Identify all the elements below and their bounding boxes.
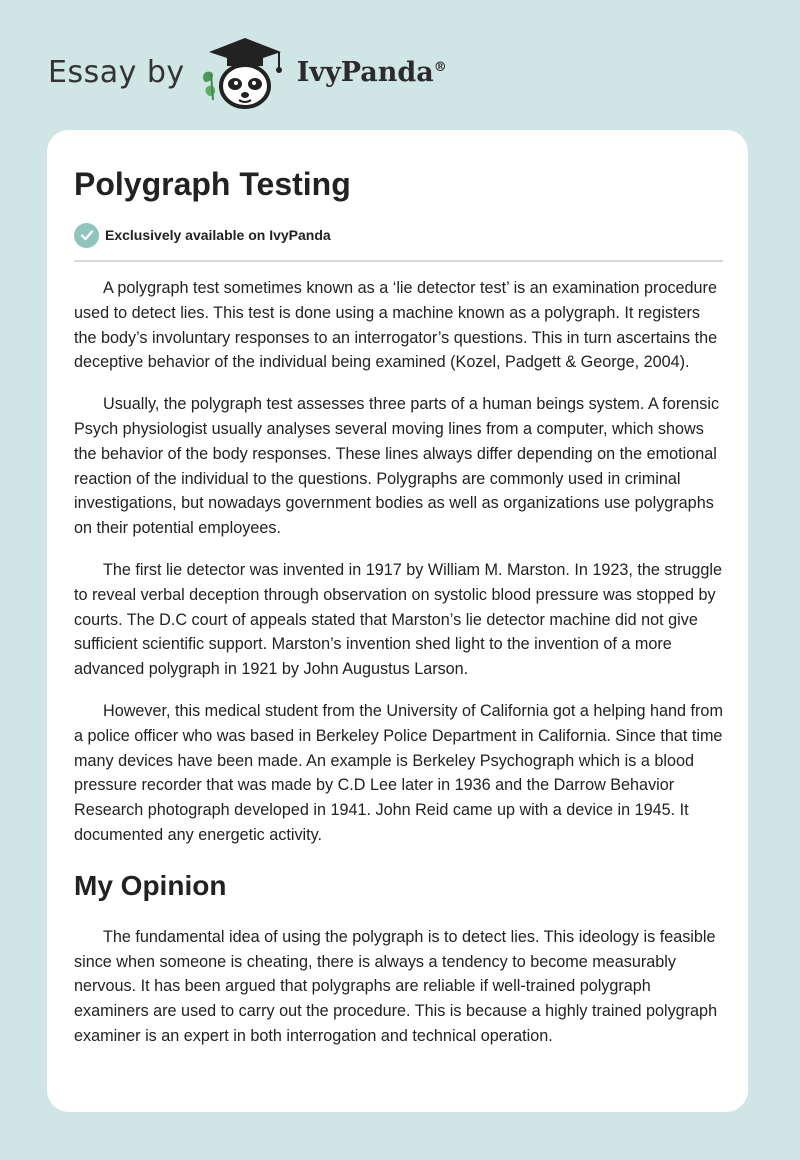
- ivy-leaf-icon: [203, 72, 215, 100]
- divider: [74, 260, 723, 262]
- section-heading: My Opinion: [74, 869, 227, 901]
- brand-name[interactable]: [297, 57, 447, 88]
- article-card: [47, 130, 748, 1112]
- paragraph: The first lie detector was invented in 1917 by William M. Marston. In 1923, the struggle to reveal verbal deception through observation on systolic blood pressure was stopped by courts. The D.C court of appeals stated that Marston’s lie detector machine did not give sufficient scientific support. Marston’s invention shed light to the invention of a more advanced polygraph in 1921 by John Augustus Larson.: [74, 560, 723, 679]
- panda-graduation-cap-icon[interactable]: [197, 34, 293, 110]
- brand-label[interactable]: IvyPanda: [296, 56, 434, 88]
- paragraph: However, this medical student from the University of California got a helping hand from a police officer who was based in Berkeley Police Department in California. Since that time many devices have been made. An example is Berkeley Psychograph which is a blood pressure recorder that was made by C.D Lee later in 1936 and the Darrow Behavior Research photograph developed in 1941. John Reid came up with a device in 1945. It documented any energetic activity.: [74, 701, 723, 844]
- registered-mark: ®: [433, 59, 447, 75]
- essay-by-label: Essay by: [48, 54, 185, 90]
- article-body: [74, 276, 723, 1049]
- exclusive-badge: [74, 222, 723, 248]
- check-icon: [74, 223, 99, 248]
- paragraph: The fundamental idea of using the polygraph is to detect lies. This ideology is feasible since when someone is cheating, there is always a tendency to become measurably nervous. It has been argued that polygraphs are reliable if well-trained polygraph examiners are used to carry out the procedure. This is because a highly trained polygraph examiner is an expert in both interrogation and technical operation.: [74, 927, 718, 1045]
- exclusive-badge-label: Exclusively available on IvyPanda: [105, 227, 331, 243]
- site-header: [48, 34, 752, 110]
- paragraph: A polygraph test sometimes known as a ‘lie detector test’ is an examination procedure used to detect lies. This test is done using a machine known as a polygraph. It registers the body’s involuntary responses to an interrogator’s questions. This in turn ascertains the deceptive behavior of the individual being examined (Kozel, Padgett & George, 2004).: [74, 279, 718, 372]
- page-title: Polygraph Testing: [74, 166, 351, 202]
- paragraph: Usually, the polygraph test assesses three parts of a human beings system. A forensic Psych physiologist usually analyses several moving lines from a computer, which shows the behavior of the body responses. These lines always differ depending on the emotional reaction of the individual to the questions. Polygraphs are commonly used in criminal investigations, but nowadays government bodies as well as organizations use polygraphs on their potential employees.: [74, 395, 720, 538]
